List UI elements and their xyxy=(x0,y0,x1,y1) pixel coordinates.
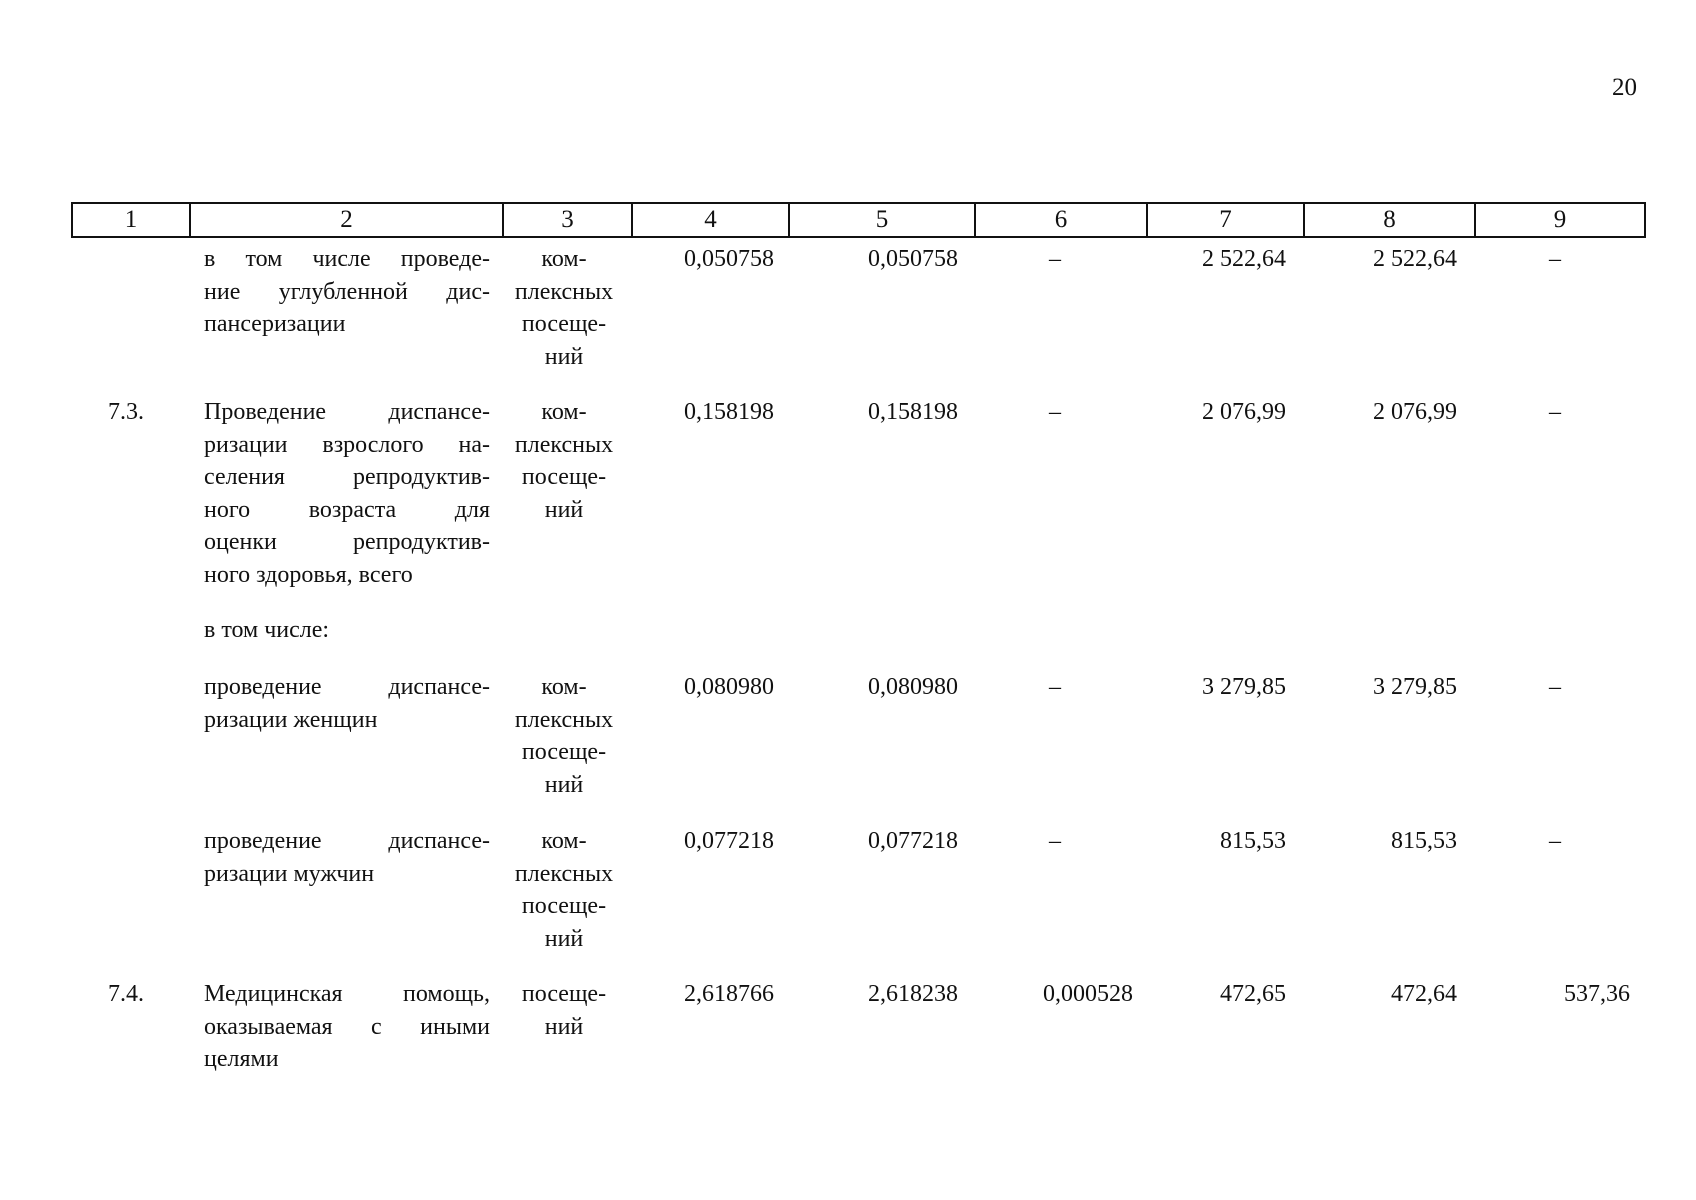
value-col-6: – xyxy=(1049,674,1061,700)
row-number: 7.4. xyxy=(108,981,144,1007)
header-col-8: 8 xyxy=(1304,203,1475,237)
header-col-4: 4 xyxy=(632,203,789,237)
value-col-8: 2 076,99 xyxy=(1373,399,1457,425)
header-col-6: 6 xyxy=(975,203,1147,237)
header-col-2: 2 xyxy=(190,203,503,237)
value-col-8: 3 279,85 xyxy=(1373,674,1457,700)
row-unit xyxy=(500,243,628,373)
value-col-5: 0,158198 xyxy=(868,399,958,425)
unit-line: посеще- xyxy=(521,464,607,490)
value-col-4: 0,077218 xyxy=(684,828,774,854)
value-col-8: 2 522,64 xyxy=(1373,246,1457,272)
value-col-7: 815,53 xyxy=(1220,828,1286,854)
unit-line: плексных xyxy=(514,278,614,305)
name-line: проведение диспансе- xyxy=(204,828,490,854)
row-unit xyxy=(500,671,628,801)
value-col-9: 537,36 xyxy=(1564,981,1630,1007)
name-line: проведение диспансе- xyxy=(204,674,490,700)
row-unit xyxy=(500,396,628,526)
value-col-5: 0,077218 xyxy=(868,828,958,854)
unit-line: ком- xyxy=(541,399,587,425)
header-col-3: 3 xyxy=(503,203,632,237)
value-col-7: 2 076,99 xyxy=(1202,399,1286,425)
row-number: 7.3. xyxy=(108,399,144,425)
value-col-6: – xyxy=(1049,246,1061,272)
value-col-4: 0,080980 xyxy=(684,674,774,700)
name-line: ризации мужчин xyxy=(204,860,375,887)
header-col-9: 9 xyxy=(1475,203,1645,237)
value-col-5: 0,080980 xyxy=(868,674,958,700)
column-number-header xyxy=(71,202,1646,238)
subheading: в том числе: xyxy=(204,617,330,643)
value-col-4: 2,618766 xyxy=(684,981,774,1007)
value-col-5: 2,618238 xyxy=(868,981,958,1007)
unit-line: ком- xyxy=(541,246,587,272)
unit-line: посеще- xyxy=(521,739,607,765)
unit-line: ком- xyxy=(541,674,587,700)
unit-line: ний xyxy=(544,496,584,523)
value-col-7: 472,65 xyxy=(1220,981,1286,1007)
header-col-7: 7 xyxy=(1147,203,1304,237)
row-unit xyxy=(500,978,628,1043)
row-name xyxy=(204,978,490,1076)
value-col-8: 815,53 xyxy=(1391,828,1457,854)
name-line: оценки репродуктив- xyxy=(204,529,490,555)
value-col-5: 0,050758 xyxy=(868,246,958,272)
row-name xyxy=(204,243,490,341)
name-line: пансеризации xyxy=(204,311,346,337)
name-line: в том числе проведе- xyxy=(204,246,490,272)
unit-line: посеще- xyxy=(521,311,607,337)
unit-line: ком- xyxy=(541,828,587,854)
value-col-4: 0,050758 xyxy=(684,246,774,272)
value-col-6: – xyxy=(1049,399,1061,425)
row-name xyxy=(204,396,490,591)
name-line: оказываемая с иными xyxy=(204,1013,490,1040)
unit-line: ний xyxy=(544,343,584,370)
name-line: ризации женщин xyxy=(204,706,378,733)
value-col-7: 2 522,64 xyxy=(1202,246,1286,272)
name-line: Проведение диспансе- xyxy=(204,399,490,425)
value-col-6: 0,000528 xyxy=(1043,981,1133,1007)
value-col-7: 3 279,85 xyxy=(1202,674,1286,700)
unit-line: ний xyxy=(544,1013,584,1040)
row-name xyxy=(204,671,490,736)
row-unit xyxy=(500,825,628,955)
value-col-9: – xyxy=(1549,674,1561,700)
value-col-9: – xyxy=(1549,828,1561,854)
name-line: ние углубленной дис- xyxy=(204,278,490,305)
unit-line: ний xyxy=(544,925,584,952)
value-col-4: 0,158198 xyxy=(684,399,774,425)
value-col-9: – xyxy=(1549,399,1561,425)
unit-line: плексных xyxy=(514,860,614,887)
header-col-1: 1 xyxy=(72,203,190,237)
unit-line: посеще- xyxy=(521,981,607,1007)
name-line: ного здоровья, всего xyxy=(204,561,413,588)
unit-line: плексных xyxy=(514,706,614,733)
unit-line: посеще- xyxy=(521,893,607,919)
name-line: селения репродуктив- xyxy=(204,464,490,490)
value-col-6: – xyxy=(1049,828,1061,854)
page-number: 20 xyxy=(1612,74,1637,101)
unit-line: плексных xyxy=(514,431,614,458)
name-line: ного возраста для xyxy=(204,496,490,523)
row-name xyxy=(204,825,490,890)
header-col-5: 5 xyxy=(789,203,975,237)
unit-line: ний xyxy=(544,771,584,798)
value-col-8: 472,64 xyxy=(1391,981,1457,1007)
name-line: целями xyxy=(204,1046,279,1072)
value-col-9: – xyxy=(1549,246,1561,272)
name-line: ризации взрослого на- xyxy=(204,431,490,458)
name-line: Медицинская помощь, xyxy=(204,981,490,1007)
